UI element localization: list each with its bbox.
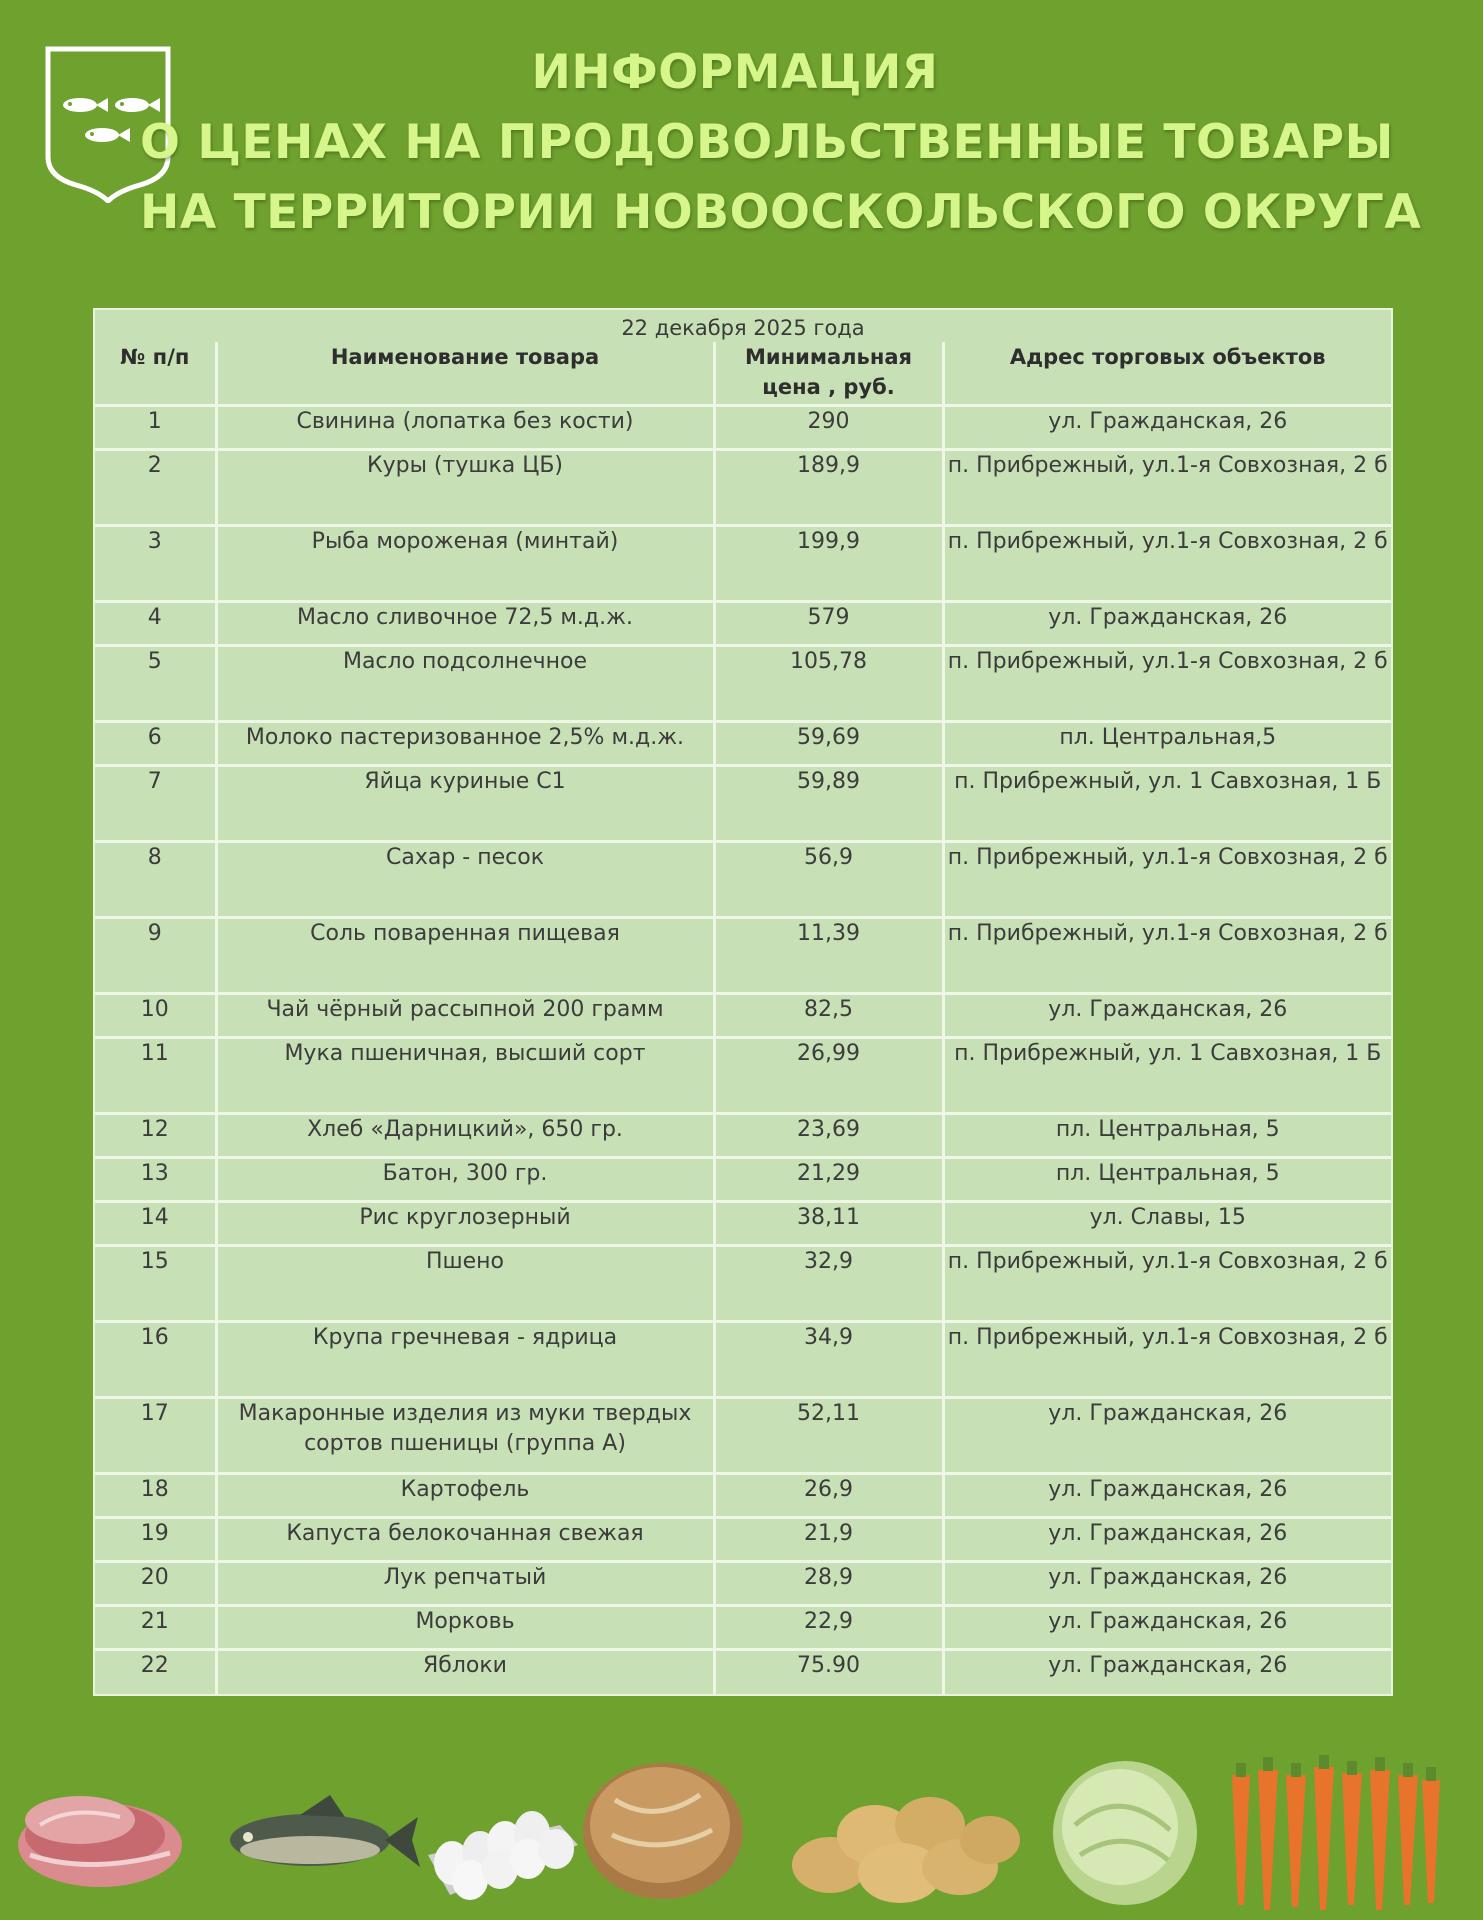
product-name-cell: Рис круглозерный [216, 1202, 714, 1246]
table-row [95, 1038, 1391, 1114]
store-address-cell: пл. Центральная, 5 [943, 1158, 1391, 1202]
product-name-cell: Соль поваренная пищевая [216, 918, 714, 994]
food-illustrations [0, 1745, 1483, 1920]
table-row [95, 1158, 1391, 1202]
meat-icon [18, 1796, 182, 1887]
table-row [95, 1606, 1391, 1650]
fish-icon [230, 1795, 420, 1867]
title-line-3: НА ТЕРРИТОРИИ НОВООСКОЛЬСКОГО ОКРУГА [140, 185, 1422, 240]
min-price-cell: 59,89 [714, 766, 943, 842]
table-row [95, 766, 1391, 842]
row-number-cell: 22 [95, 1650, 216, 1694]
row-number-cell: 11 [95, 1038, 216, 1114]
store-address-cell: ул. Гражданская, 26 [943, 602, 1391, 646]
potatoes-icon [792, 1797, 1020, 1903]
row-number-cell: 10 [95, 994, 216, 1038]
table-date: 22 декабря 2025 года [621, 316, 865, 340]
table-row [95, 1562, 1391, 1606]
row-number-cell: 15 [95, 1246, 216, 1322]
table-row [95, 450, 1391, 526]
product-name-cell: Пшено [216, 1246, 714, 1322]
row-number-cell: 5 [95, 646, 216, 722]
min-price-cell: 11,39 [714, 918, 943, 994]
product-name-cell: Чай чёрный рассыпной 200 грамм [216, 994, 714, 1038]
table-row [95, 602, 1391, 646]
row-number-cell: 17 [95, 1398, 216, 1474]
table-row [95, 406, 1391, 450]
row-number-cell: 18 [95, 1474, 216, 1518]
table-row [95, 994, 1391, 1038]
min-price-cell: 75.90 [714, 1650, 943, 1694]
table-row [95, 1650, 1391, 1694]
store-address-cell: п. Прибрежный, ул. 1 Савхозная, 1 Б [943, 766, 1391, 842]
store-address-cell: п. Прибрежный, ул.1-я Совхозная, 2 б [943, 450, 1391, 526]
store-address-cell: п. Прибрежный, ул.1-я Совхозная, 2 б [943, 842, 1391, 918]
row-number-cell: 3 [95, 526, 216, 602]
cabbage-icon [1053, 1761, 1197, 1905]
min-price-cell: 38,11 [714, 1202, 943, 1246]
product-name-cell: Масло подсолнечное [216, 646, 714, 722]
column-header-number: № п/п [95, 342, 216, 406]
min-price-cell: 22,9 [714, 1606, 943, 1650]
row-number-cell: 14 [95, 1202, 216, 1246]
row-number-cell: 20 [95, 1562, 216, 1606]
store-address-cell: пл. Центральная, 5 [943, 1114, 1391, 1158]
row-number-cell: 2 [95, 450, 216, 526]
row-number-cell: 1 [95, 406, 216, 450]
min-price-cell: 28,9 [714, 1562, 943, 1606]
table-row [95, 842, 1391, 918]
row-number-cell: 12 [95, 1114, 216, 1158]
title-line-2: О ЦЕНАХ НА ПРОДОВОЛЬСТВЕННЫЕ ТОВАРЫ [140, 115, 1394, 170]
product-name-cell: Батон, 300 гр. [216, 1158, 714, 1202]
store-address-cell: ул. Гражданская, 26 [943, 406, 1391, 450]
table-header-row [95, 342, 1391, 406]
product-name-cell: Яйца куриные С1 [216, 766, 714, 842]
product-name-cell: Макаронные изделия из муки твердых сортов пшеницы (группа А) [216, 1398, 714, 1474]
store-address-cell: п. Прибрежный, ул.1-я Совхозная, 2 б [943, 1246, 1391, 1322]
min-price-cell: 199,9 [714, 526, 943, 602]
min-price-cell: 26,9 [714, 1474, 943, 1518]
store-address-cell: п. Прибрежный, ул.1-я Совхозная, 2 б [943, 1322, 1391, 1398]
min-price-cell: 579 [714, 602, 943, 646]
product-name-cell: Свинина (лопатка без кости) [216, 406, 714, 450]
table-row [95, 646, 1391, 722]
store-address-cell: ул. Гражданская, 26 [943, 1474, 1391, 1518]
product-name-cell: Рыба мороженая (минтай) [216, 526, 714, 602]
page-title [140, 38, 1422, 248]
store-address-cell: ул. Гражданская, 26 [943, 1606, 1391, 1650]
store-address-cell: ул. Гражданская, 26 [943, 994, 1391, 1038]
store-address-cell: п. Прибрежный, ул.1-я Совхозная, 2 б [943, 918, 1391, 994]
store-address-cell: пл. Центральная,5 [943, 722, 1391, 766]
min-price-cell: 56,9 [714, 842, 943, 918]
min-price-cell: 34,9 [714, 1322, 943, 1398]
min-price-cell: 189,9 [714, 450, 943, 526]
table-row [95, 526, 1391, 602]
table-row [95, 722, 1391, 766]
row-number-cell: 21 [95, 1606, 216, 1650]
min-price-cell: 32,9 [714, 1246, 943, 1322]
min-price-cell: 52,11 [714, 1398, 943, 1474]
min-price-cell: 59,69 [714, 722, 943, 766]
min-price-cell: 82,5 [714, 994, 943, 1038]
table-row [95, 1202, 1391, 1246]
row-number-cell: 6 [95, 722, 216, 766]
column-header-name: Наименование товара [216, 342, 714, 406]
min-price-cell: 26,99 [714, 1038, 943, 1114]
column-header-price: Минимальная цена , руб. [714, 342, 943, 406]
product-name-cell: Мука пшеничная, высший сорт [216, 1038, 714, 1114]
product-name-cell: Сахар - песок [216, 842, 714, 918]
price-table [93, 308, 1393, 1696]
product-name-cell: Лук репчатый [216, 1562, 714, 1606]
table-row [95, 1114, 1391, 1158]
bread-icon [583, 1763, 743, 1899]
title-line-1: ИНФОРМАЦИЯ [531, 45, 939, 100]
carrots-icon [1232, 1755, 1440, 1910]
store-address-cell: п. Прибрежный, ул. 1 Савхозная, 1 Б [943, 1038, 1391, 1114]
product-name-cell: Масло сливочное 72,5 м.д.ж. [216, 602, 714, 646]
store-address-cell: ул. Гражданская, 26 [1048, 1653, 1288, 1678]
row-number-cell: 4 [95, 602, 216, 646]
store-address-cell: п. Прибрежный, ул.1-я Совхозная, 2 б [943, 646, 1391, 722]
min-price-cell: 105,78 [714, 646, 943, 722]
store-address-cell: ул. Гражданская, 26 [943, 1398, 1391, 1474]
table-row [95, 1398, 1391, 1474]
min-price-cell: 23,69 [714, 1114, 943, 1158]
store-address-cell: ул. Гражданская, 26 [943, 1562, 1391, 1606]
product-name-cell: Хлеб «Дарницкий», 650 гр. [216, 1114, 714, 1158]
product-name-cell: Куры (тушка ЦБ) [216, 450, 714, 526]
table-row [95, 1246, 1391, 1322]
store-address-cell: ул. Славы, 15 [943, 1202, 1391, 1246]
row-number-cell: 9 [95, 918, 216, 994]
row-number-cell: 8 [95, 842, 216, 918]
table-row [95, 1322, 1391, 1398]
product-name-cell: Крупа гречневая - ядрица [216, 1322, 714, 1398]
eggs-icon [428, 1811, 578, 1900]
table-row [95, 918, 1391, 994]
product-name-cell: Молоко пастеризованное 2,5% м.д.ж. [216, 722, 714, 766]
store-address-cell: п. Прибрежный, ул.1-я Совхозная, 2 б [943, 526, 1391, 602]
row-number-cell: 19 [95, 1518, 216, 1562]
row-number-cell: 7 [95, 766, 216, 842]
table-row [95, 1518, 1391, 1562]
product-name-cell: Капуста белокочанная свежая [216, 1518, 714, 1562]
store-address-cell: ул. Гражданская, 26 [943, 1518, 1391, 1562]
product-name-cell: Яблоки [216, 1650, 714, 1694]
column-header-address: Адрес торговых объектов [943, 342, 1391, 406]
product-name-cell: Картофель [216, 1474, 714, 1518]
min-price-cell: 21,9 [714, 1518, 943, 1562]
row-number-cell: 13 [95, 1158, 216, 1202]
min-price-cell: 290 [714, 406, 943, 450]
table-row [95, 1474, 1391, 1518]
min-price-cell: 21,29 [714, 1158, 943, 1202]
product-name-cell: Морковь [216, 1606, 714, 1650]
row-number-cell: 16 [95, 1322, 216, 1398]
